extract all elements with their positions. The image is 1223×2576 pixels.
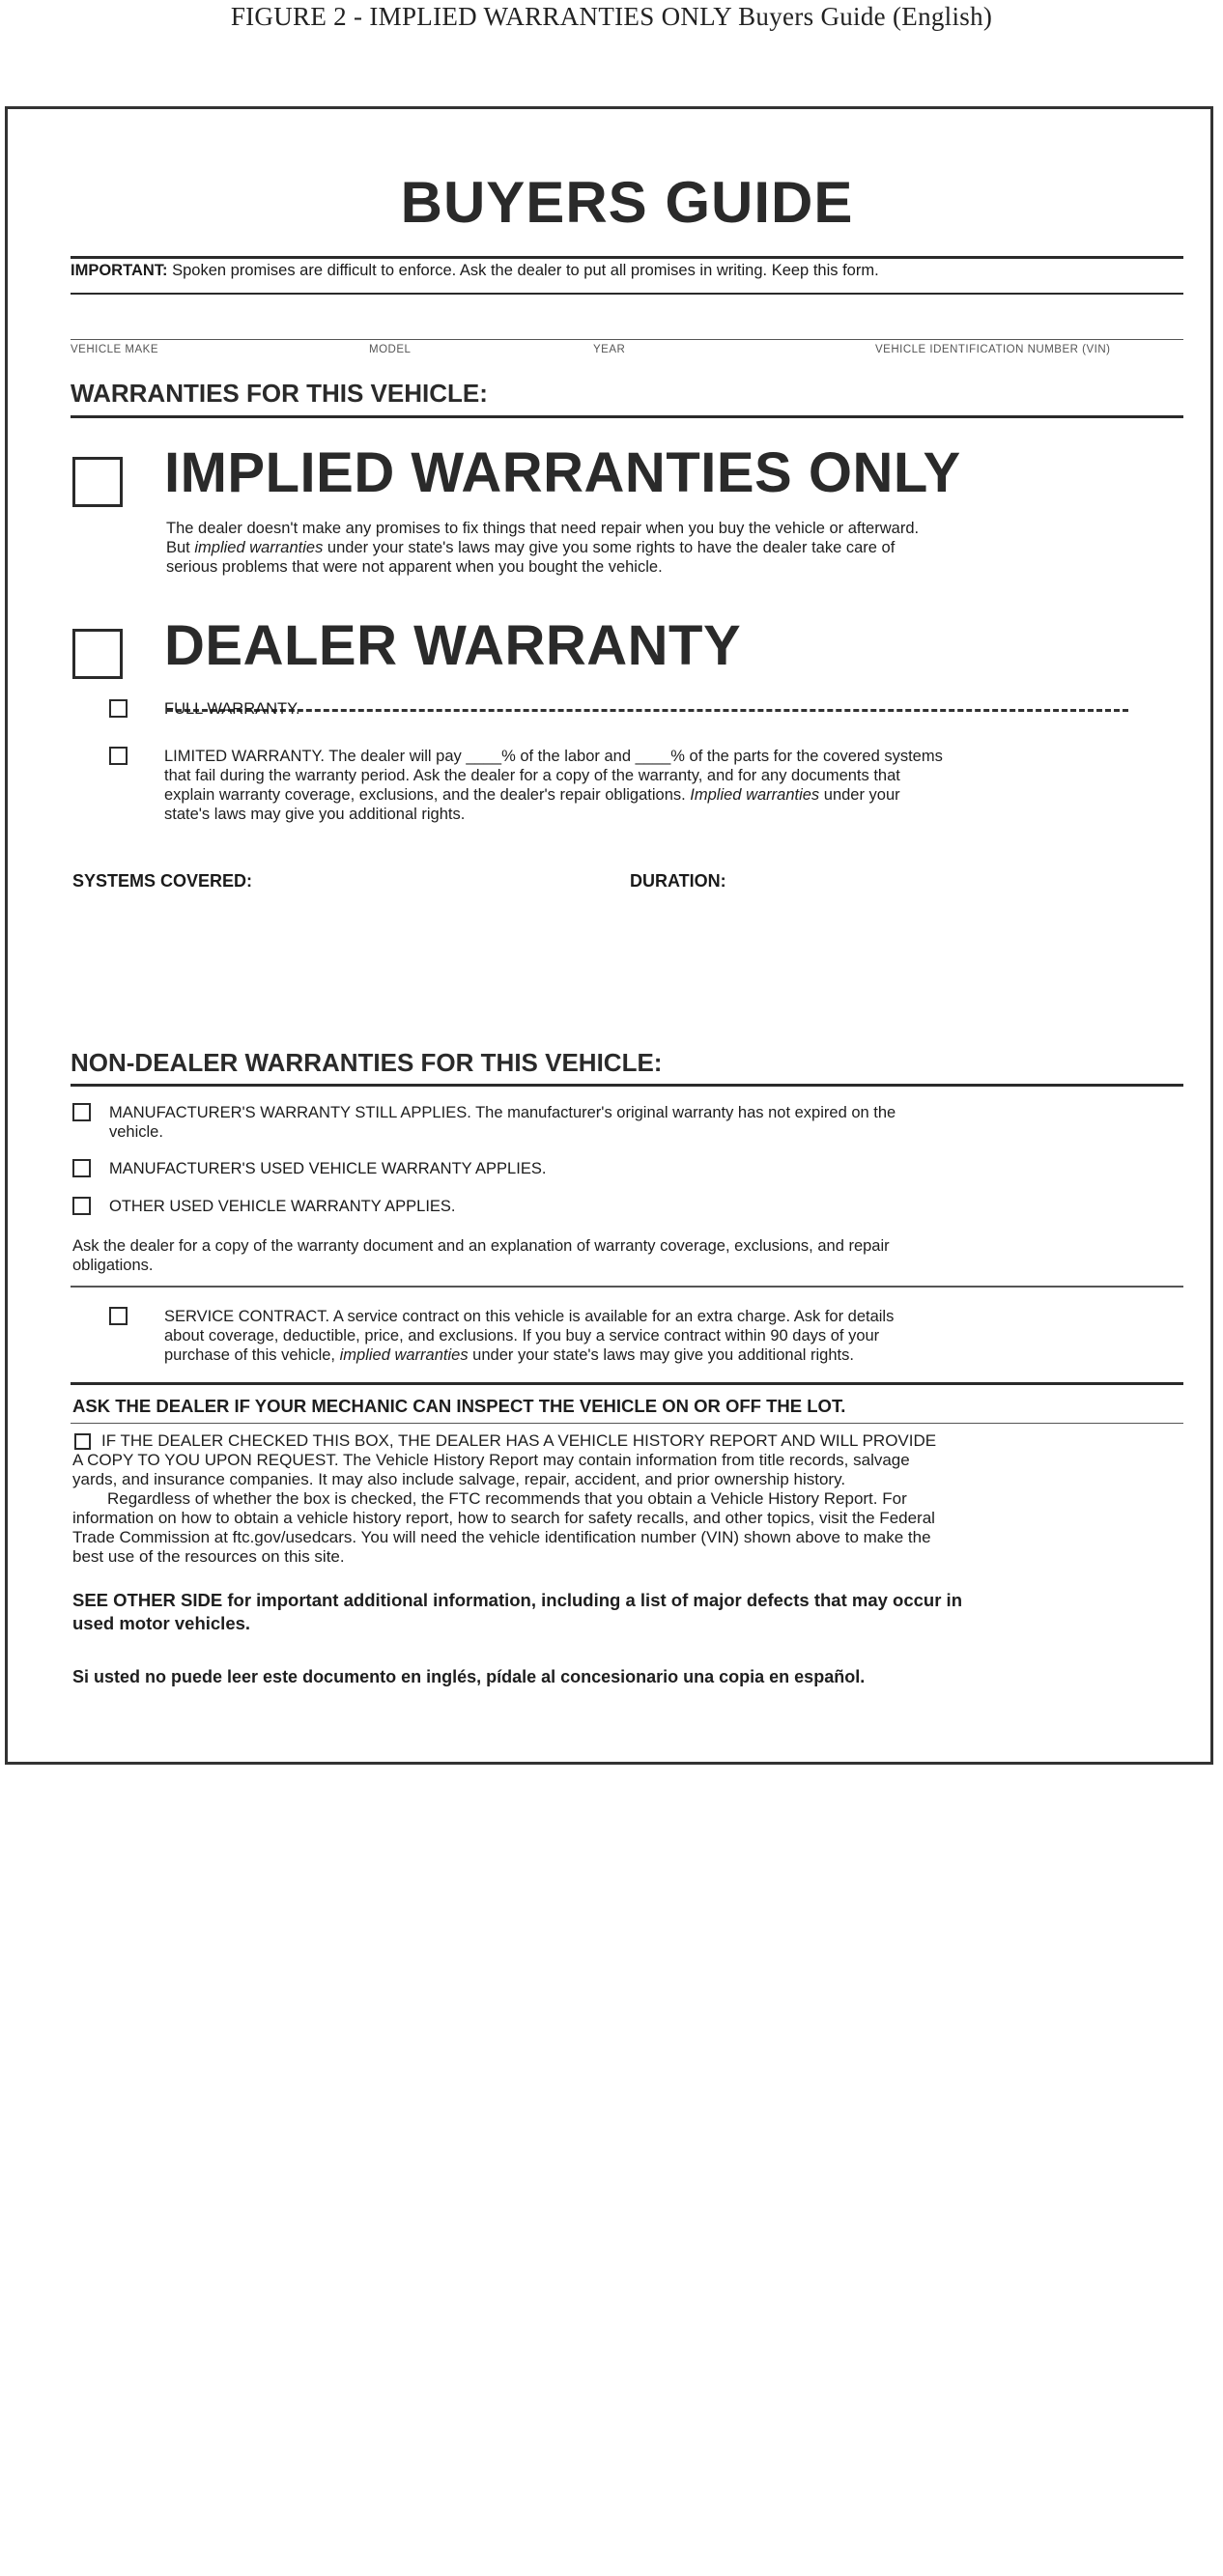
manufacturer-used-checkbox[interactable] [72, 1159, 91, 1177]
dashed-divider [167, 709, 1128, 712]
vehicle-make-field: VEHICLE MAKE [71, 344, 158, 355]
service-contract-text: SERVICE CONTRACT. A service contract on this vehicle is available for an extra charge. Ask for details about coverage, deductible, price, and exclusions. If you buy a service contract within 90 days of your purchase of this vehicle, implied warranties under your state's laws may give you additional rights. [164, 1308, 895, 1364]
spanish-notice: Si usted no puede leer este documento en inglés, pídale al concesionario una copia en español. [72, 1667, 866, 1686]
other-used-checkbox[interactable] [72, 1197, 91, 1215]
important-rule [71, 293, 1183, 295]
full-warranty-checkbox[interactable] [109, 699, 128, 718]
page-title: BUYERS GUIDE [400, 170, 854, 235]
vehicle-history-text: IF THE DEALER CHECKED THIS BOX, THE DEALER HAS A VEHICLE HISTORY REPORT AND WILL PROVIDE A COPY TO YOU UPON REQUEST. The Vehicle History Report may contain information from title records, salvage yards, and insurance companies. It may also include salvage, repair, accident, and prior ownership history. Regardless of whether the box is checked, the FTC recommends that you obtain a Vehicle History Report. For information on how to obtain a vehicle history report, how to search for safety recalls, and other topics, visit the Federal Trade Commission at ftc.gov/usedcars. You will need the vehicle identification number (VIN) shown above to make the best use of the resources on this site. [72, 1431, 937, 1566]
vin-field: VEHICLE IDENTIFICATION NUMBER (VIN) [875, 344, 1111, 355]
implied-warranties-checkbox[interactable] [72, 457, 123, 507]
title-rule [71, 256, 1183, 259]
important-text: Spoken promises are difficult to enforce. Ask the dealer to put all promises in writing. Keep this form. [172, 262, 879, 279]
see-other-side: SEE OTHER SIDE for important additional information, including a list of major defects that may occur in used motor vehicles. [72, 1590, 962, 1633]
warranties-heading: WARRANTIES FOR THIS VEHICLE: [71, 379, 488, 408]
full-warranty-label: FULL WARRANTY. [164, 700, 300, 718]
important-label: IMPORTANT: [71, 262, 168, 279]
limited-warranty-text: LIMITED WARRANTY. The dealer will pay ____% of the labor and ____% of the parts for the covered systems that fail during the warranty period. Ask the dealer for a copy of the warranty, and for any documents that explain warranty coverage, exclusions, and the dealer's repair obligations. Implied warranties under your state's laws may give you additional rights. [164, 748, 943, 823]
dealer-warranty-heading: DEALER WARRANTY [164, 614, 742, 677]
important-notice [71, 262, 879, 280]
implied-warranties-text: The dealer doesn't make any promises to fix things that need repair when you buy the vehicle or afterward. But implied warranties under your state's laws may give you some rights to have the dealer take care of serious problems that were not apparent when you bought the vehicle. [166, 520, 920, 576]
warranties-rule [71, 415, 1183, 418]
mechanic-top-rule [71, 1382, 1183, 1385]
duration-label: DURATION: [630, 871, 726, 891]
non-dealer-rule [71, 1084, 1183, 1087]
model-field: MODEL [369, 344, 412, 355]
other-used-label: OTHER USED VEHICLE WARRANTY APPLIES. [109, 1198, 456, 1215]
figure-caption: FIGURE 2 - IMPLIED WARRANTIES ONLY Buyers Guide (English) [230, 2, 993, 31]
manufacturer-warranty-text: MANUFACTURER'S WARRANTY STILL APPLIES. The manufacturer's original warranty has not expired on the vehicle. [109, 1104, 896, 1141]
vehicle-fields-line [71, 339, 1183, 340]
year-field: YEAR [593, 344, 626, 355]
mechanic-heading: ASK THE DEALER IF YOUR MECHANIC CAN INSPECT THE VEHICLE ON OR OFF THE LOT. [72, 1396, 846, 1416]
service-top-rule [71, 1286, 1183, 1288]
dealer-warranty-checkbox[interactable] [72, 629, 123, 679]
systems-covered-label: SYSTEMS COVERED: [72, 871, 253, 891]
implied-warranties-heading: IMPLIED WARRANTIES ONLY [164, 441, 961, 504]
mechanic-rule [71, 1423, 1183, 1424]
non-dealer-heading: NON-DEALER WARRANTIES FOR THIS VEHICLE: [71, 1048, 663, 1077]
manufacturer-used-label: MANUFACTURER'S USED VEHICLE WARRANTY APPLIES. [109, 1160, 547, 1177]
limited-warranty-checkbox[interactable] [109, 747, 128, 765]
service-contract-checkbox[interactable] [109, 1307, 128, 1325]
non-dealer-ask-text: Ask the dealer for a copy of the warranty document and an explanation of warranty coverage, exclusions, and repair obligations. [72, 1237, 890, 1274]
buyers-guide-form [5, 106, 1213, 1765]
manufacturer-warranty-checkbox[interactable] [72, 1103, 91, 1121]
